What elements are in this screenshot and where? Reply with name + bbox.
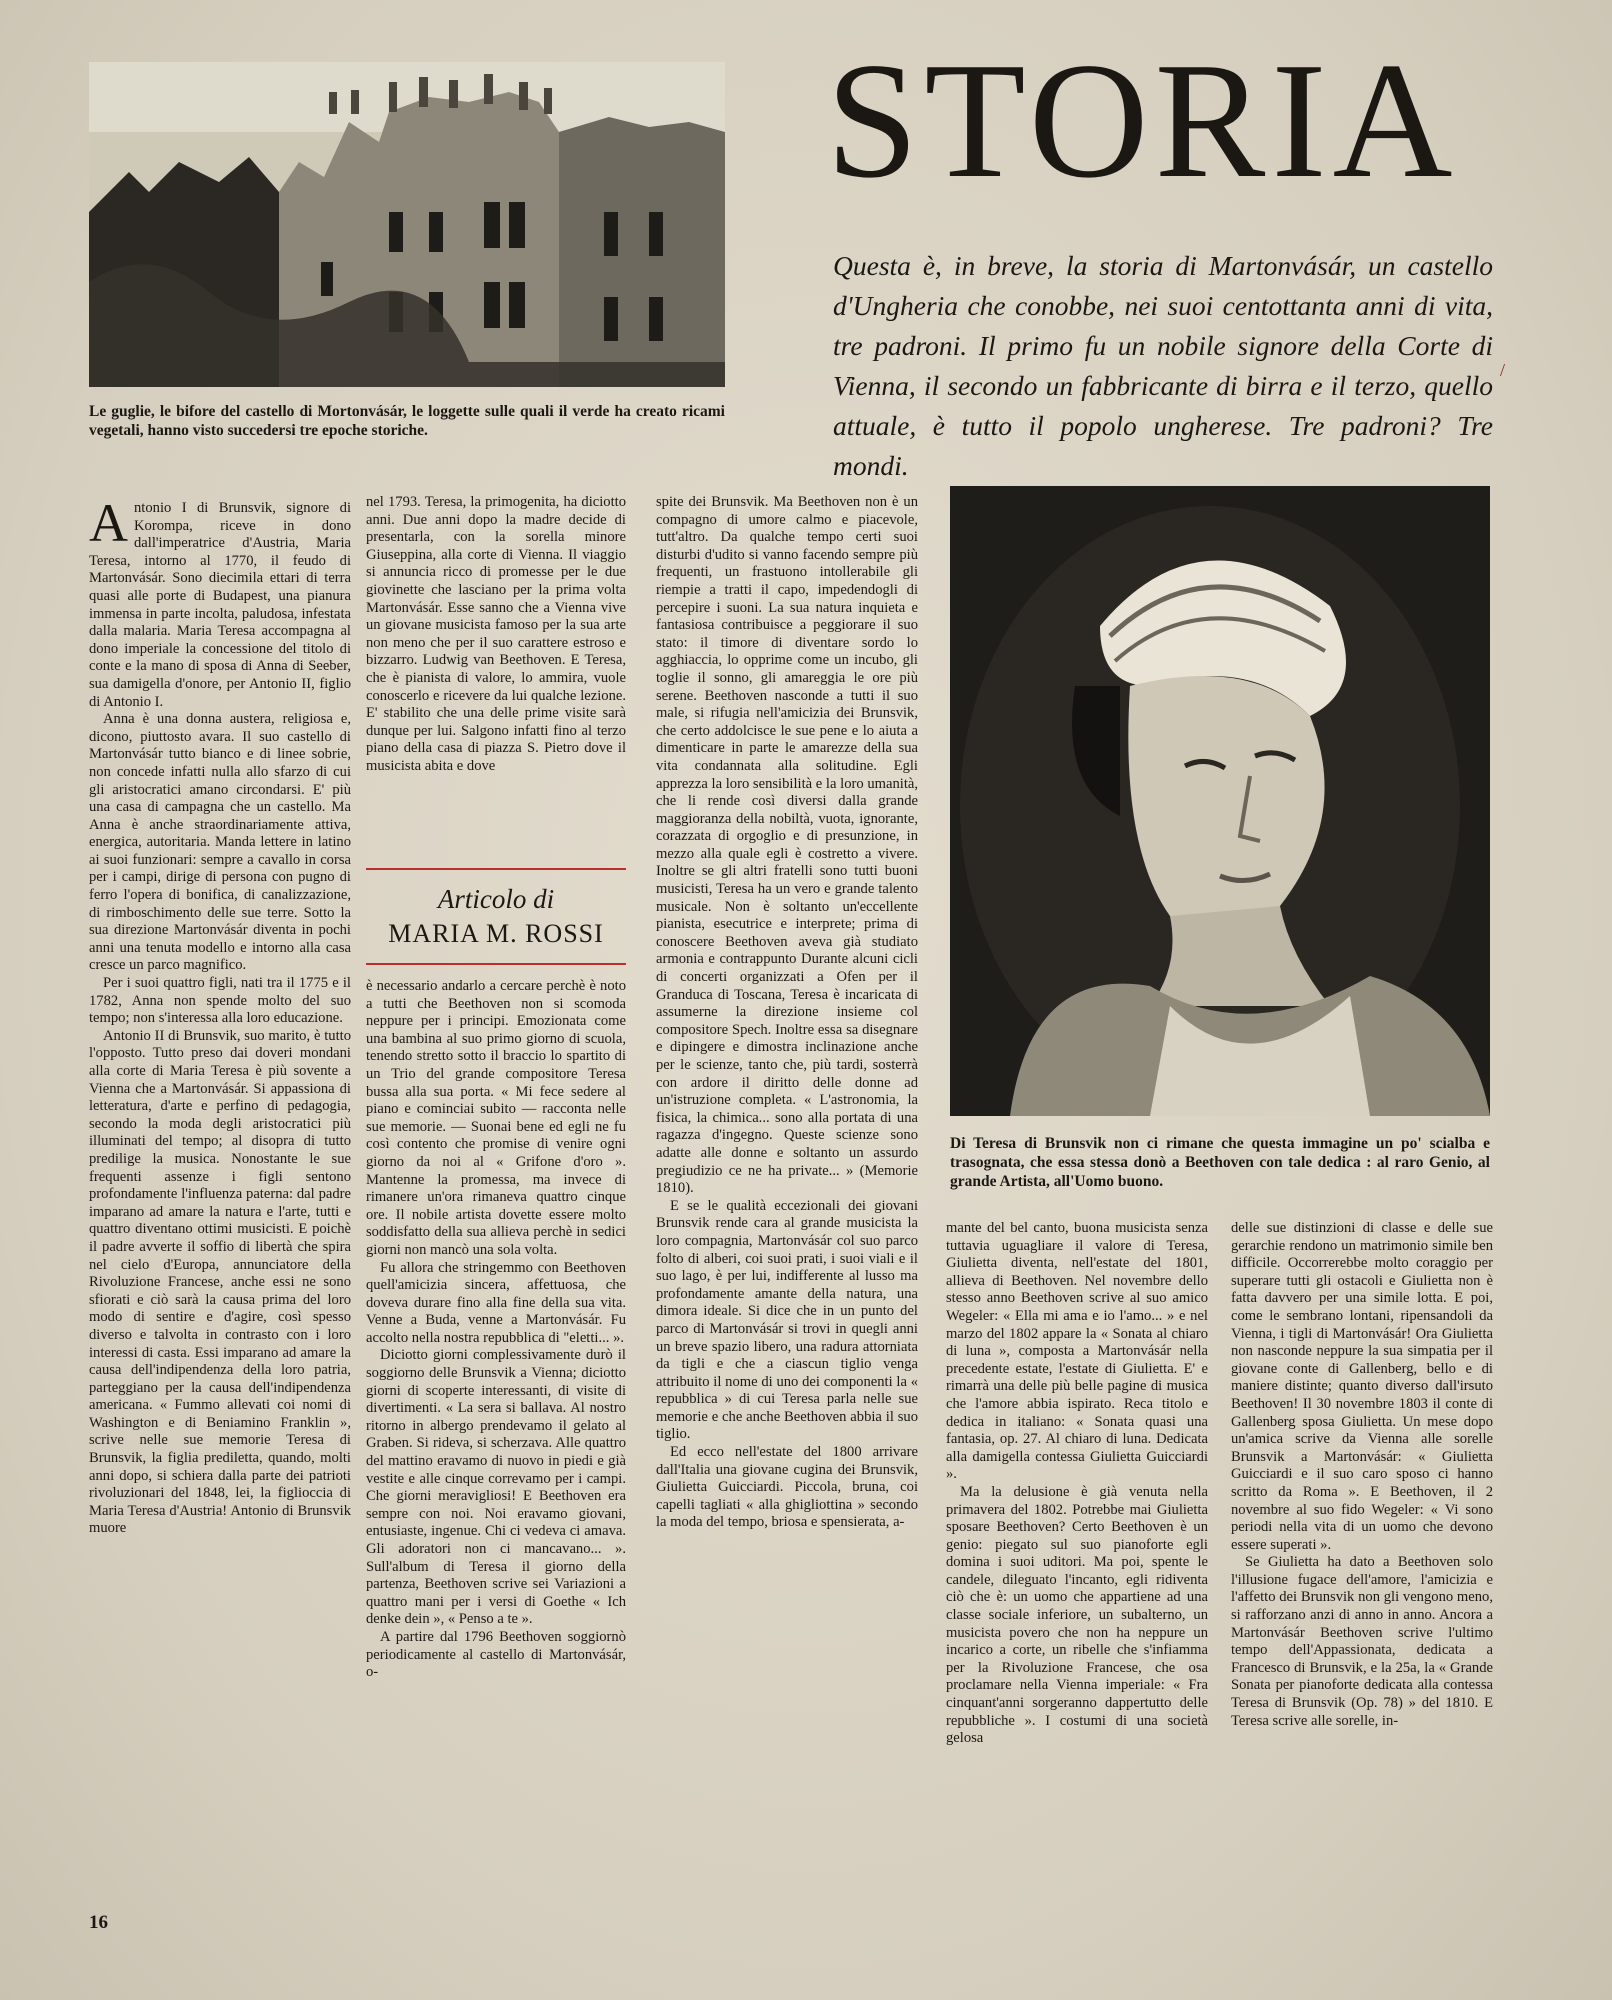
paragraph: delle sue distinzioni di classe e delle sue gerarchie rendono un matrimonio simile ben difficile. Occorrerebbe molto coraggio per superare tutti gli ostacoli e Giulietta non è fatta davvero per una simile lotta. E poi, come le sembrano lontani, ripensandoli da Vienna, i tigli di Martonvásár! Ora Giulietta non nasconde neppure la sua simpatia per il giovane conte di Gallenberg, bello e di maniere distinte; quanto diverso dall'irsuto Beethoven! Il 30 novembre 1803 il conte di Gallenberg sposa Giulietta. Un mese dopo un'amica scrive da Vienna alle sorelle Brunsvik a Martonvásár: « Giulietta Guicciardi e il suo caro sposo ci hanno scritto da Roma ». E Beethoven, il 2 novembre al suo fido Wegeler: « Vi sono periodi nella vita di un uomo che devono essere superati ». (1231, 1220, 1493, 1553)
paragraph: Ed ecco nell'estate del 1800 arrivare dall'Italia una giovane cugina dei Brunsvik, Giulietta Guicciardi. Piccola, bruna, coi capelli tagliati « alla ghigliottina » secondo la moda del tempo, briosa e spensierata, a- (656, 1444, 918, 1531)
divider (366, 963, 626, 965)
paragraph: Anna è una donna austera, religiosa e, dicono, piuttosto avara. Il suo castello di Martonvásár tutto bianco e di linee sobrie, non concede infatti nulla allo sfarzo di cui gli aristocratici amano circondarsi. E' più una casa di campagna che un castello. Ma Anna è anche straordinariamente attiva, energica, autoritaria. Manda lettere in latino ai suoi funzionari: sempre a cavallo in corsa per i campi, dirige di persona con pugno di ferro l'opera di bonifica, di canalizzazione, di rimboschimento delle sue terre. Sotto la sua direzione Martonvásár diventa in pochi anni una tenuta modello e intorno alla casa cresce un parco magnifico. (89, 711, 351, 974)
paragraph: mante del bel canto, buona musicista senza tuttavia uguagliare il valore di Teresa, Giulietta diventa, nell'estate del 1801, allieva di Beethoven. Nel novembre dello stesso anno Beethoven scrive al suo amico Wegeler: « Ella mi ama e io l'amo... » e nel marzo del 1802 appare la « Sonata al chiaro di luna », composta a Martonvásár nella precedente estate, l'estate di Giulietta. E' e rimarrà una delle più belle pagine di musica che l'amore abbia ispirato. Reca titolo e dedica in italiano: « Sonata quasi una fantasia, op. 27. Al chiaro di luna. Dedicata alla damigella contessa Giulietta Guicciardi ». (946, 1220, 1208, 1483)
paragraph: A partire dal 1796 Beethoven soggiornò periodicamente al castello di Martonvásár, o- (366, 1628, 626, 1681)
portrait-photo (950, 486, 1490, 1116)
paragraph: Antonio II di Brunsvik, suo marito, è tutto l'opposto. Tutto preso dai doveri mondani alla corte di Maria Teresa è più sovente a Vienna che a Martonvásár. Si appassiona di letteratura, d'arte e perfino di pedagogia, secondo la moda degli aristocratici più illuminati del tempo; al disopra di tutto predilige la musica. Nonostante le sue frequenti assenze i figli sentono profondamente l'influenza paterna: dal padre imparano ad amare la natura e l'arte, tutti e quattro diventano ottimi musicisti. E poichè il padre avverte il soffio di libertà che spira nel cielo d'Europa, annunciatore della Rivoluzione Francese, anche essi ne sono sfiorati e ciò sarà la causa prima del loro modo di sentire e d'agire, così spesso diverso e talvolta in contrasto con i loro interessi di casta. Essi imparano ad amare la causa dell'indipendenza della loro patria, parteggiano per la causa dell'indipendenza americana. « Fummo allevati coi nomi di Washington e di Beniamino Franklin », scrive nelle sue memorie Teresa di Brunsvik, la figlia prediletta, quando, molti anni dopo, si schiera dalla parte dei patrioti rivoluzionari del 1848, lei, la figlioccia di Maria Teresa d'Austria! Antonio di Brunsvik muore (89, 1027, 351, 1537)
paragraph: Diciotto giorni complessivamente durò il soggiorno delle Brunsvik a Vienna; diciotto giorni di scoperte interessanti, di visite di divertimenti. « La sera si ballava. Al nostro ritorno in albergo prendevamo il gelato al Graben. Si rideva, si scherzava. Alle quattro del mattino eravamo di nuovo in piedi e già vestite e alle cinque correvamo per i campi. Che giorni meravigliosi! E Beethoven era sempre con noi. Noi eravamo giovani, entusiaste, ingenue. Chi ci vedeva ci amava. Gli adoratori non ci mancavano... ». Sull'album di Teresa il giorno della partenza, Beethoven scrive sei Variazioni a quattro mani per i versi di Goethe « Ich denke dein », « Penso a te ». (366, 1347, 626, 1628)
byline-author: MARIA M. ROSSI (388, 919, 604, 948)
page-title: STORIA (826, 28, 1459, 212)
drop-cap: A (89, 493, 128, 553)
castle-caption: Le guglie, le bifore del castello di Mortonvásár, le loggette sulle quali il verde ha creato ricami vegetali, hanno visto succedersi tre epoche storiche. (89, 403, 725, 439)
article-column-1 (89, 493, 351, 1538)
article-column-3 (656, 494, 918, 1532)
article-column-2 (366, 494, 626, 776)
paragraph: nel 1793. Teresa, la primogenita, ha diciotto anni. Due anni dopo la madre decide di presentarla, con la sorella minore Giuseppina, alla corte di Vienna. Il viaggio si annuncia ricco di promesse per le due giovinette che lasciano per la prima volta Martonvásár. Esse sanno che a Vienna vive un giovane musicista famoso per la sua arte non meno che per il suo carattere estroso e bizzarro. Ludwig van Beethoven. E Teresa, che è pianista di valore, lo ammira, vuole conoscerlo e ricevere da lui qualche lezione. E' stabilito che una delle prime visite sarà dunque per lui. Salgono infatti fino al terzo piano della casa di piazza S. Pietro dove il musicista abita e dove (366, 494, 626, 774)
page-number: 16 (89, 1912, 108, 1933)
paragraph: è necessario andarlo a cercare perchè è noto a tutti che Beethoven non si scomoda neppure per i principi. Emozionata come una bambina al suo primo giorno di scuola, tenendo stretto sotto il braccio lo spartito di un Trio del grande compositore Teresa bussa alla sua porta. « Mi fece sedere al piano e cominciai subito — racconta nelle sue memorie. — Suonai bene ed egli ne fu così contento che promise di venire ogni giorno da noi al « Grifone d'oro ». Mantenne la promessa, ma invece di rimanere un'ora rimaneva quattro cinque ore. Il nobile artista dovette essere molto soddisfatto della sua allieva perchè in sedici giorni non mancò una sola volta. (366, 978, 626, 1258)
paragraph: Antonio I di Brunsvik, signore di Korompa, riceve in dono dall'imperatrice d'Austria, Maria Teresa, intorno al 1770, il feudo di Martonvásár. Sono diecimila ettari di terra quasi alle porte di Budapest, una pianura immensa in parte incolta, paludosa, infestata dalla malaria. Maria Teresa accompagna al dono imperiale la concessione del titolo di conte e la mano di sposa di Anna di Seeber, sua damigella d'onore, per Antonio II, figlio di Antonio I. (89, 493, 351, 710)
paragraph: spite dei Brunsvik. Ma Beethoven non è un compagno di umore calmo e piacevole, tutt'altro. Da qualche tempo certi suoi disturbi d'udito si vanno facendo sempre più frequenti, un frastuono intollerabile gli riempie a tratti il capo, impedendogli di percepire i suoni. La sua natura inquieta e fantasiosa contribuisce a peggiorare il suo stato: il timore di diventare sordo lo agghiaccia, lo opprime come un incubo, gli toglie il sonno, gli amareggia le ore più serene. Beethoven nasconde a tutti il suo male, si rifugia nell'amicizia dei Brunsvik, che certo addolcisce le sue pene e lo aiuta a dimenticare in parte le amarezze della sua vita condannata alla solitudine. Egli apprezza la loro sensibilità e la loro umanità, che li rende così diversi dalla grande maggioranza della nobiltà, vuota, ignorante, corazzata di orgoglio e di presunzione, in mezzo alla quale egli è costretto a vivere. Inoltre se gli altri fratelli sono tutti buoni musicisti, Teresa ha un vero e grande talento musicale. Non è soltanto un'eccellente pianista, esecutrice e interprete; prima di conoscere Beethoven aveva già studiato armonia e contrappunto Durante alcuni cicli di concerti organizzati a Ofen per il Granduca di Toscana, Teresa è incaricata di assumerne la direzione insieme col compositore Spech. Inoltre essa sa disegnare e dipingere e dimostra inclinazione anche per le scienze, tanto che, più tardi, sosterrà con ardore il diritto delle donne ad un'istruzione completa. « L'astronomia, la fisica, la chimica... sono alla portata di una ragazza d'ingegno. Queste scienze sono adatte alle donne e soltanto un assurdo pregiudizio ce ne ha private... » (Memorie 1810). (656, 494, 918, 1197)
article-column-5 (1231, 1220, 1493, 1730)
paragraph: Ma la delusione è già venuta nella primavera del 1802. Potrebbe mai Giulietta sposare Beethoven? Certo Beethoven è un genio: piegato sul suo pianoforte egli domina i suoi uditori. Ma poi, spente le candele, dileguato l'incanto, egli ridiventa ciò che è: un uomo che appartiene ad una classe sociale inferiore, un subalterno, un musicista povero che non ha neppure un incarico a corte, un ribelle che s'infiamma per la Rivoluzione Francese, che osa proclamare nella Vienna imperiale: « Fra cinquant'anni sorgeranno dappertutto delle repubbliche ». I costumi di una società gelosa (946, 1483, 1208, 1747)
paragraph: Fu allora che stringemmo con Beethoven quell'amicizia sincera, affettuosa, che doveva durare fino alla fine della sua vita. Venne a Buda, venne a Martonvásár. Fu accolto nella nostra repubblica di "eletti... ». (366, 1259, 626, 1346)
byline-box (366, 868, 626, 965)
paragraph: E se le qualità eccezionali dei giovani Brunsvik rende cara al grande musicista la loro compagnia, Martonvásár col suo parco folto di alberi, coi suoi prati, i suoi viali e il suo lago, è per lui, indifferente al lusso ma profondamente amante della natura, una dimora ideale. Si dice che in un punto del parco di Martonvásár si trovi in quegli anni un breve spazio libero, una radura attorniata da tigli e che a ciascun tiglio venga attribuito il nome di uno dei componenti la « repubblica » di cui Teresa parla nelle sue memorie e che anche Beethoven abbia il suo tiglio. (656, 1197, 918, 1443)
castle-image (89, 62, 725, 387)
intro-text: Questa è, in breve, la storia di Martonvásár, un castello d'Ungheria che conobbe, nei suoi centottanta anni di vita, tre padroni. Il primo fu un nobile signore della Corte di Vienna, il secondo un fabbricante di birra e il terzo, quello attuale, è tutto il popolo ungherese. Tre padroni? Tre mondi. (833, 250, 1493, 481)
article-column-4 (946, 1220, 1208, 1748)
portrait-image (950, 486, 1490, 1116)
pencil-mark: / (1500, 360, 1506, 380)
article-column-2-lower (366, 978, 626, 1682)
paragraph: Se Giulietta ha dato a Beethoven solo l'illusione fugace dell'amore, l'amicizia e l'affetto dei Brunsvik non gli vengono meno, si rafforzano anzi di anno in anno. Ancora a Martonvásár Beethoven scrive l'ultimo tempo dell'Appassionata, dedicata a Francesco di Brunsvik, e la 25a, la « Grande Sonata per pianoforte dedicata alla contessa Teresa di Brunsvik (Op. 78) » del 1810. E Teresa scrive alle sorelle, in- (1231, 1554, 1493, 1729)
portrait-caption: Di Teresa di Brunsvik non ci rimane che questa immagine un po' scialba e trasognata, che essa stessa donò a Beethoven con tale dedica : al raro Genio, al grande Artista, all'Uomo buono. (950, 1135, 1490, 1190)
byline-label: Articolo di (437, 884, 555, 914)
castle-photo (89, 62, 725, 387)
paragraph: Per i suoi quattro figli, nati tra il 1775 e il 1782, Anna non spende molto del suo tempo; non s'interessa alla loro educazione. (89, 975, 351, 1027)
divider (366, 868, 626, 870)
